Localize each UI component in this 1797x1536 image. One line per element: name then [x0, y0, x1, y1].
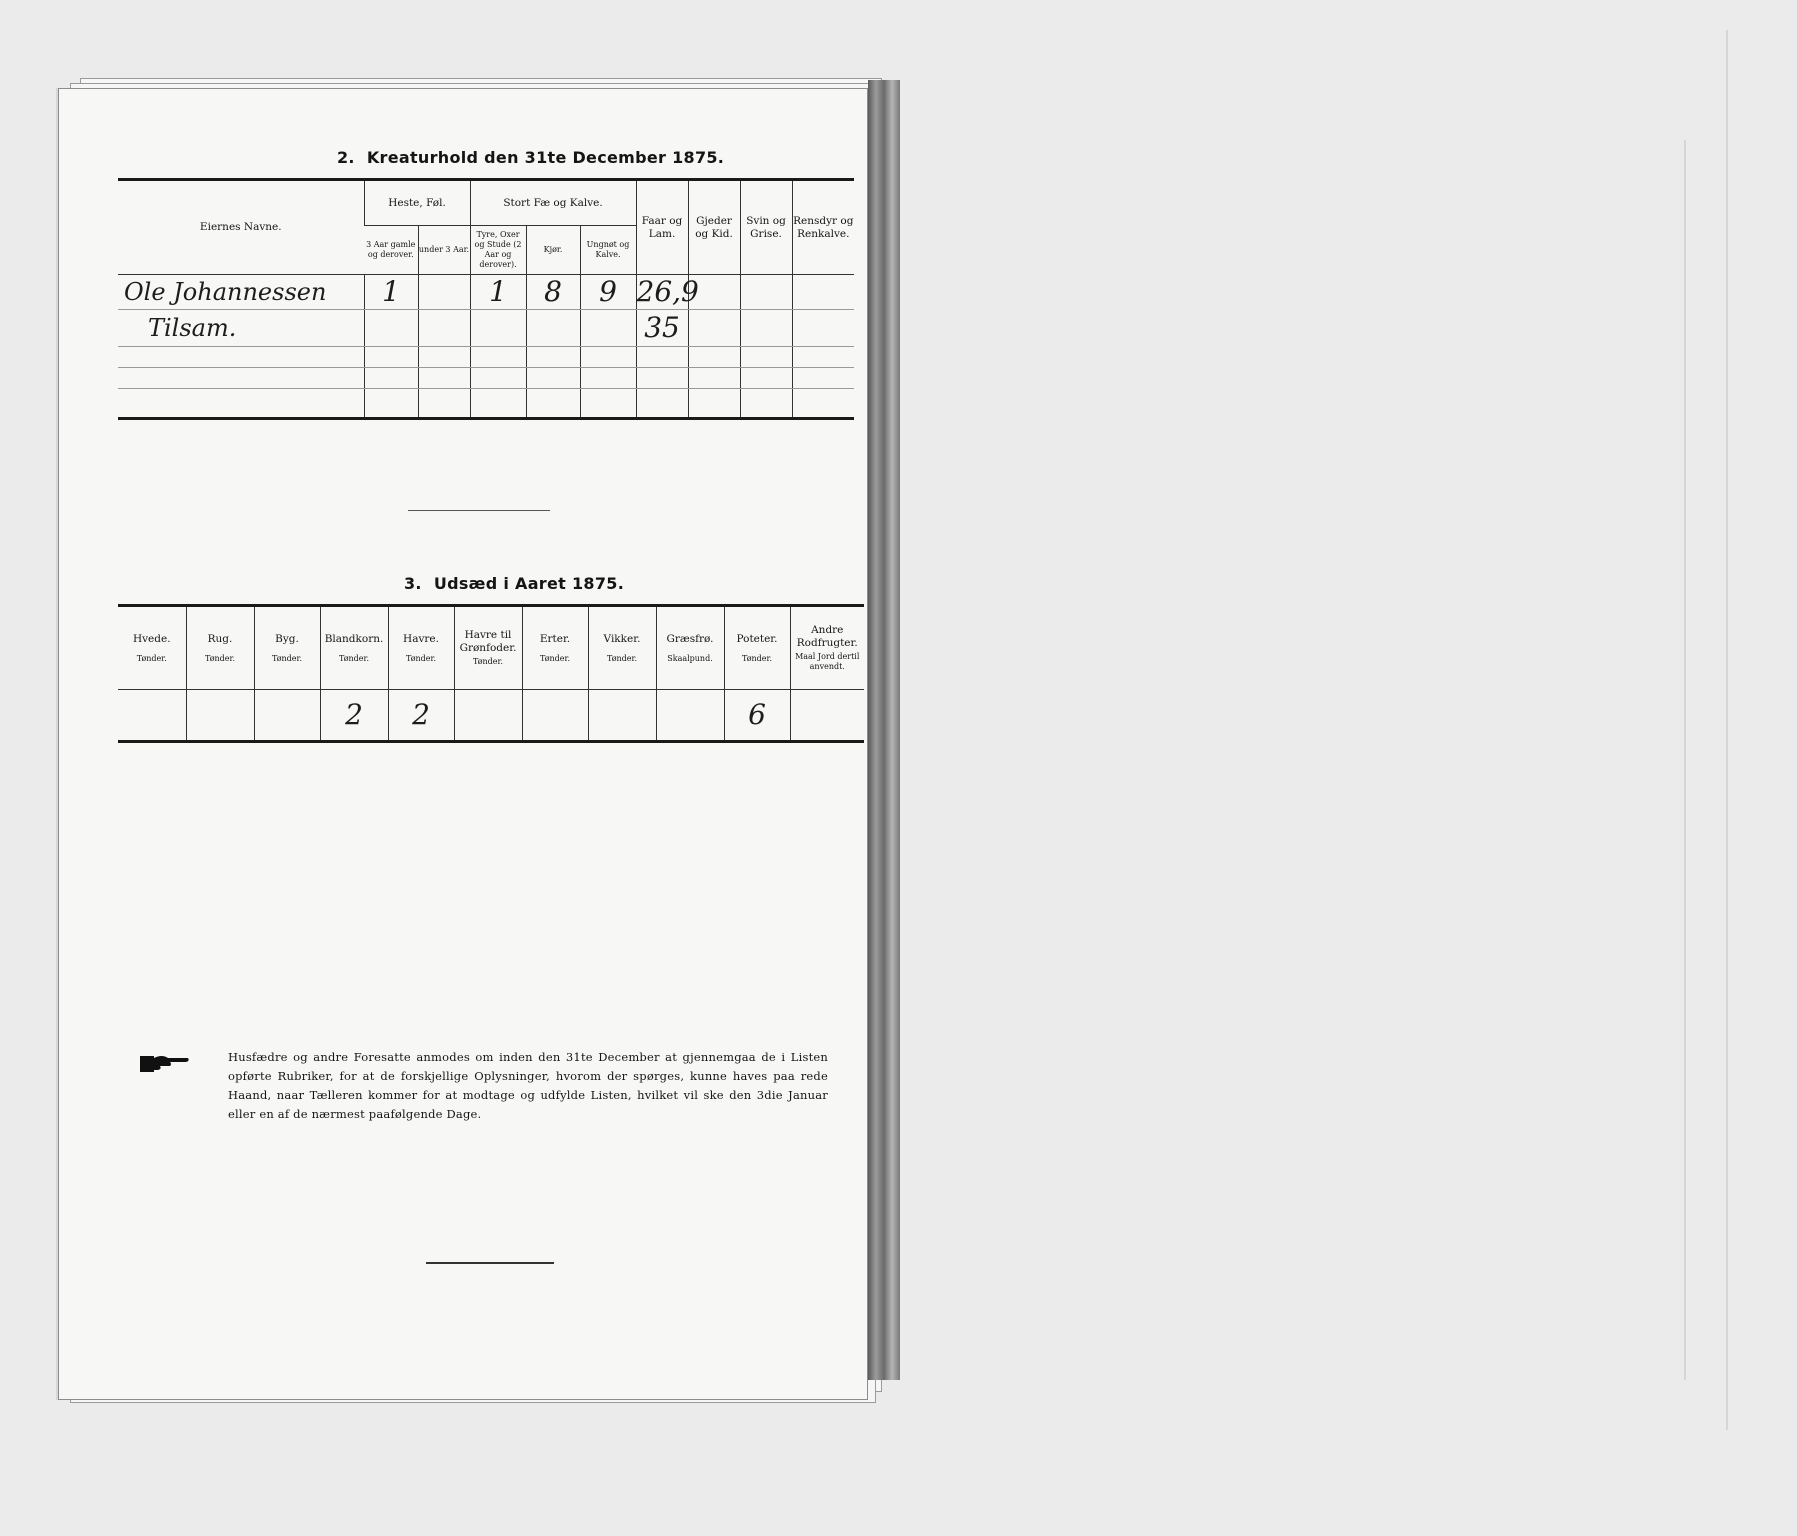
header-sheep: Faar og Lam.: [636, 180, 688, 275]
empty-cell: [740, 389, 792, 419]
empty-cell: [688, 347, 740, 368]
empty-cell: [364, 389, 418, 419]
col-hvede: [118, 606, 186, 690]
pointing-hand-icon: [138, 1050, 190, 1076]
empty-cell: [364, 368, 418, 389]
cell-horses-old: 1: [364, 275, 418, 310]
empty-cell: [580, 347, 636, 368]
cell-sheep: 35: [636, 310, 688, 347]
header-pigs: Svin og Grise.: [740, 180, 792, 275]
value-havre-gronfoder: [454, 690, 522, 742]
empty-cell: [792, 368, 854, 389]
livestock-table: [118, 178, 854, 420]
empty-cell: [418, 347, 470, 368]
cell-pigs: [740, 310, 792, 347]
header-reindeer: Rensdyr og Renkalve.: [792, 180, 854, 275]
col-unit: Skaalpund.: [667, 653, 713, 663]
value-blandkorn: 2: [320, 690, 388, 742]
binding-spine: [868, 80, 900, 1380]
header-horses: Heste, Føl.: [364, 180, 470, 226]
col-havre: [388, 606, 454, 690]
col-erter: [522, 606, 588, 690]
col-name: Blandkorn.: [324, 632, 384, 645]
scan-edge-line: [1726, 30, 1728, 1430]
empty-cell: [418, 389, 470, 419]
cell-cattle-cows: [526, 310, 580, 347]
header-goats: Gjeder og Kid.: [688, 180, 740, 275]
empty-cell: [418, 368, 470, 389]
table-row: [118, 275, 854, 310]
empty-cell: [364, 347, 418, 368]
scan-edge-line: [1684, 140, 1686, 1380]
seed-table: [118, 604, 864, 743]
value-graesfro: [656, 690, 724, 742]
col-unit: Tønder.: [136, 653, 167, 663]
cell-horses-young: [418, 275, 470, 310]
col-byg: [254, 606, 320, 690]
empty-cell: [526, 389, 580, 419]
col-name: Havre.: [403, 632, 439, 645]
section3-number: 3.: [404, 574, 422, 593]
cell-goats: [688, 310, 740, 347]
col-name: Poteter.: [736, 632, 778, 645]
col-unit: Tønder.: [606, 653, 638, 663]
empty-cell: [688, 389, 740, 419]
empty-cell: [580, 368, 636, 389]
cell-cattle-bulls: [470, 310, 526, 347]
section3-title-text: Udsæd i Aaret 1875.: [433, 574, 625, 593]
col-unit: Tønder.: [741, 653, 773, 663]
empty-cell: [118, 347, 364, 368]
cell-horses-young: [418, 310, 470, 347]
section2-title: [337, 148, 724, 167]
col-name: Rug.: [207, 632, 233, 645]
col-poteter: [724, 606, 790, 690]
value-byg: [254, 690, 320, 742]
owner-name-cell: Ole Johannessen: [118, 275, 364, 310]
value-vikker: [588, 690, 656, 742]
col-unit: Tønder.: [271, 653, 303, 663]
col-name: Hvede.: [132, 632, 171, 645]
cell-pigs: [740, 275, 792, 310]
col-name: Havre til Grønfoder.: [459, 629, 517, 654]
col-rug: [186, 606, 254, 690]
value-hvede: [118, 690, 186, 742]
empty-cell: [740, 368, 792, 389]
col-unit: Tønder.: [539, 653, 571, 663]
cell-cattle-cows: 8: [526, 275, 580, 310]
empty-cell: [526, 368, 580, 389]
cell-cattle-bulls: 1: [470, 275, 526, 310]
header-cattle: Stort Fæ og Kalve.: [470, 180, 636, 226]
header-cattle-young: Ungnøt og Kalve.: [580, 226, 636, 275]
header-cattle-cows: Kjør.: [526, 226, 580, 275]
col-name: Græsfrø.: [666, 632, 714, 645]
empty-cell: [792, 347, 854, 368]
col-havre-gronfoder: [454, 606, 522, 690]
col-vikker: [588, 606, 656, 690]
cell-reindeer: [792, 310, 854, 347]
empty-cell: [636, 347, 688, 368]
cell-cattle-young: [580, 310, 636, 347]
value-poteter: 6: [724, 690, 790, 742]
table-row: [118, 690, 864, 742]
col-unit: Maal Jord dertil anvendt.: [795, 652, 860, 671]
header-horses-young: under 3 Aar.: [418, 226, 470, 275]
table-row: [118, 310, 854, 347]
cell-cattle-young: 9: [580, 275, 636, 310]
empty-cell: [470, 347, 526, 368]
table-row: [118, 389, 854, 419]
section2-title-text: Kreaturhold den 31te December 1875.: [366, 148, 725, 167]
empty-cell: [580, 389, 636, 419]
col-name: Erter.: [539, 632, 571, 645]
col-unit: Tønder.: [204, 653, 236, 663]
header-horses-old: 3 Aar gamle og derover.: [364, 226, 418, 275]
section-divider: [408, 510, 550, 511]
cell-reindeer: [792, 275, 854, 310]
col-name: Vikker.: [603, 632, 641, 645]
col-name: Andre Rodfrugter.: [796, 624, 858, 649]
empty-cell: [526, 347, 580, 368]
value-havre: 2: [388, 690, 454, 742]
empty-cell: [118, 389, 364, 419]
section3-title: [404, 574, 624, 593]
empty-cell: [792, 389, 854, 419]
header-owner: Eiernes Navne.: [118, 180, 364, 275]
table-row: [118, 347, 854, 368]
empty-cell: [688, 368, 740, 389]
col-unit: Tønder.: [472, 657, 504, 666]
header-cattle-bulls: Tyre, Oxer og Stude (2 Aar og derover).: [470, 226, 526, 275]
owner-name-cell: Tilsam.: [118, 310, 364, 347]
col-graesfro: [656, 606, 724, 690]
value-erter: [522, 690, 588, 742]
value-rug: [186, 690, 254, 742]
empty-cell: [740, 347, 792, 368]
value-andre-rodfrugter: [790, 690, 864, 742]
empty-cell: [470, 368, 526, 389]
table-row: [118, 368, 854, 389]
section2-number: 2.: [337, 148, 355, 167]
col-andre-rodfrugter: [790, 606, 864, 690]
empty-cell: [636, 389, 688, 419]
col-unit: Tønder.: [405, 653, 437, 663]
closing-rule: [426, 1262, 554, 1264]
col-blandkorn: [320, 606, 388, 690]
cell-horses-old: [364, 310, 418, 347]
empty-cell: [636, 368, 688, 389]
instruction-notice: Husfædre og andre Foresatte anmodes om inden den 31te December at gjennemgaa de i Listen opførte Rubriker, for at de forskjellige Oplysninger, hvorom der spørges, kunne haves paa rede Haand, naar Tælleren kommer for at modtage og udfylde Listen, hvilket vil ske den 3die Januar eller en af de nærmest paafølgende Dage.: [228, 1050, 828, 1121]
empty-cell: [118, 368, 364, 389]
empty-cell: [470, 389, 526, 419]
col-unit: Tønder.: [338, 653, 370, 663]
cell-sheep: 26,9: [636, 275, 699, 308]
col-name: Byg.: [275, 632, 299, 645]
